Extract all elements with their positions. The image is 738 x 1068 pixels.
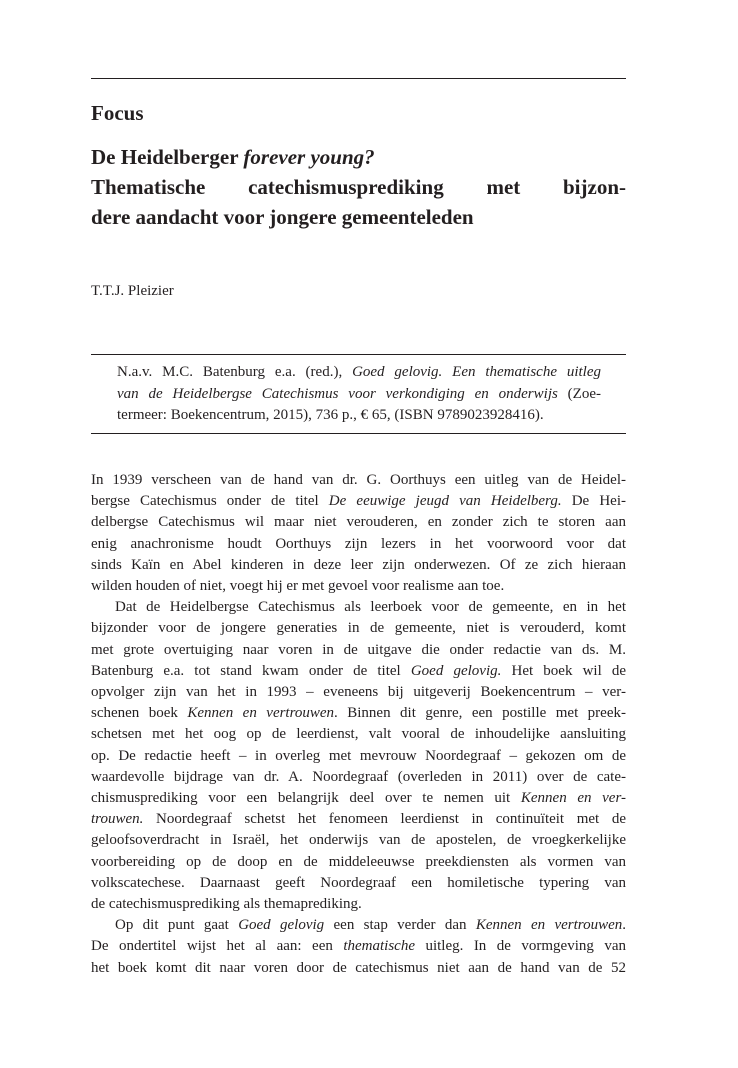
body-line: chismusprediking voor een belangrijk deel over te nemen uit Kennen en ver- [91,790,626,807]
title-line: dere aandacht voor jongere gemeenteleden [91,205,474,229]
body-line: De ondertitel wijst het al aan: een thematische uitleg. In de vormgeving van [91,938,626,955]
body-line: opvolger zijn van het in 1993 – eveneens bij uitgeverij Boekencentrum – ver- [91,684,626,701]
book-reference [117,362,601,427]
reference-line: van de Heidelbergse Catechismus voor verkondiging en onderwijs (Zoe- [117,385,601,402]
title-line: Thematische catechismusprediking met bijzon- [91,175,626,199]
body-line: trouwen. Noordegraaf schetst het fenomeen leerdienst in continuïteit met de [91,811,626,828]
title-line: De Heidelberger forever young? [91,145,375,169]
body-line: schetsen met het oog op de leerdienst, valt vooral de inhoudelijke aansluiting [91,726,626,743]
reference-top-rule [91,354,626,355]
body-line: waardevolle bijdrage van dr. A. Noordegraaf (overleden in 2011) over de cate- [91,768,626,785]
author: T.T.J. Pleizier [91,283,174,299]
body-line: sinds Kaïn en Abel kinderen in deze leer zijn onderwezen. Of ze zich hieraan [91,556,626,573]
body-line: de catechismusprediking als themaprediking. [91,896,362,913]
reference-line: N.a.v. M.C. Batenburg e.a. (red.), Goed gelovig. Een thematische uitleg [117,364,601,380]
reference-line: termeer: Boekencentrum, 2015), 736 p., € 65, (ISBN 9789023928416). [117,407,544,423]
body-text [91,470,626,979]
body-line: met grote overtuiging naar voren in de uitgave die onder redactie van ds. M. [91,641,626,658]
body-line: Batenburg e.a. tot stand kwam onder de titel Goed gelovig. Het boek wil de [91,662,626,679]
body-line: wilden houden of niet, voegt hij er met gevoel voor realisme aan toe. [91,578,505,595]
body-line: delbergse Catechismus wil maar niet verouderen, en zonder zich te storen aan [91,514,626,531]
body-line: enig anachronisme houdt Oorthuys zijn lezers in het voorwoord voor dat [91,535,626,552]
top-rule [91,78,626,79]
body-line: Op dit punt gaat Goed gelovig een stap verder dan Kennen en vertrouwen. [115,917,626,934]
body-line: bergse Catechismus onder de titel De eeuwige jeugd van Heidelberg. De Hei- [91,493,626,510]
body-line: geloofsoverdracht in Israël, het onderwijs van de apostelen, de vroegkerkelijke [91,832,626,849]
body-line: In 1939 verscheen van de hand van dr. G. Oorthuys een uitleg van de Heidel- [91,472,626,488]
article-title [91,142,626,232]
section-label: Focus [91,101,144,125]
body-line: het boek komt dit naar voren door de catechismus niet aan de hand van de 52 [91,959,626,976]
body-line: Dat de Heidelbergse Catechismus als leerboek voor de gemeente, en in het [115,599,626,616]
body-line: bijzonder voor de jongere generaties in de gemeente, niet is verouderd, komt [91,620,626,637]
body-line: voorbereiding op de doop en de middeleeuwse preekdiensten als vormen van [91,853,626,870]
reference-bottom-rule [91,433,626,434]
body-line: volkscatechese. Daarnaast geeft Noordegraaf een homiletische typering van [91,874,626,891]
body-line: schenen boek Kennen en vertrouwen. Binnen dit genre, een postille met preek- [91,705,626,722]
body-line: op. De redactie heeft – in overleg met mevrouw Noordegraaf – gekozen om de [91,747,626,764]
